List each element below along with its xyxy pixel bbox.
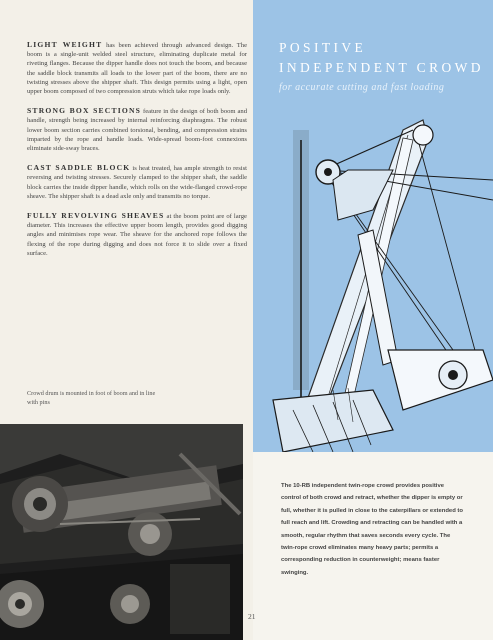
lead-saddle-block: CAST SADDLE BLOCK bbox=[27, 163, 131, 173]
text-light-weight: has been achieved through advanced design. The boom is a single-unit welded steel structure, eliminating duplicate metal for riveting flanges. Because the dipper handle does not touch the boom, and because the saddle block transmits all loads to the lower part of the boom, there are no twisting stresses above the shipper shaft. This design permits using a light, open upper boom composed of two compression struts which take rope loads only. bbox=[27, 42, 248, 96]
paragraph-strong-box bbox=[27, 106, 247, 153]
paragraph-light-weight bbox=[27, 40, 247, 96]
photo-caption: Crowd drum is mounted in foot of boom and in line with pins bbox=[27, 390, 156, 406]
subtitle: for accurate cutting and fast loading bbox=[279, 82, 445, 93]
title-line-1: POSITIVE bbox=[279, 40, 367, 55]
lead-light-weight: LIGHT WEIGHT bbox=[27, 40, 103, 49]
boom-illustration bbox=[253, 110, 493, 452]
lead-sheaves: FULLY REVOLVING SHEAVES bbox=[27, 211, 165, 221]
left-column bbox=[27, 40, 247, 268]
crowd-drum-photo-illustration bbox=[0, 424, 243, 640]
text-sheaves: at the boom point are of large diameter. This increases the effective upper boom length, provides good digging angles and minimises rope wear. The sheave for the anchored rope follows the flexing of the rope during digging and does not force it to slide over a fixed surface. bbox=[27, 213, 247, 257]
paragraph-saddle-block bbox=[27, 163, 247, 201]
crowd-drum-photo bbox=[0, 424, 243, 640]
paragraph-sheaves bbox=[27, 211, 247, 258]
lead-strong-box: STRONG BOX SECTIONS bbox=[27, 106, 142, 116]
page-number: 21 bbox=[248, 612, 256, 621]
title-line-2: INDEPENDENT CROWD bbox=[279, 60, 484, 75]
crowd-description: The 10-RB independent twin-rope crowd provides positive control of both crowd and retract, whether the dipper is empty or full, whether it is pulled in close to the caterpillars or extended to full reach and lift. Crowding and retracting can be handled with a smooth, regular rhythm that saves seconds every cycle. The twin-rope crowd eliminates many heavy parts; permits a corresponding reduction in counterweight; means faster swinging. bbox=[281, 483, 463, 576]
text-strong-box: feature in the design of both boom and handle, strength being increased by internal reinforcing diaphragms. The robust lower boom section carries combined torsional, bending, and compression strains imparted by the rope and handle loads. Wide-spread boom-foot connexions eliminate side-sway braces. bbox=[27, 108, 247, 153]
boom-drawing bbox=[253, 110, 493, 452]
text-saddle-block: is heat treated, has ample strength to resist reversing and twisting stresses. Securely clamped to the shipper shaft, the saddle block carries the inside dipper handle, which rolls on the wide-flanged crowd-rope sheave. The shipper shaft is a dead axle only and transmits no torque. bbox=[27, 165, 247, 200]
